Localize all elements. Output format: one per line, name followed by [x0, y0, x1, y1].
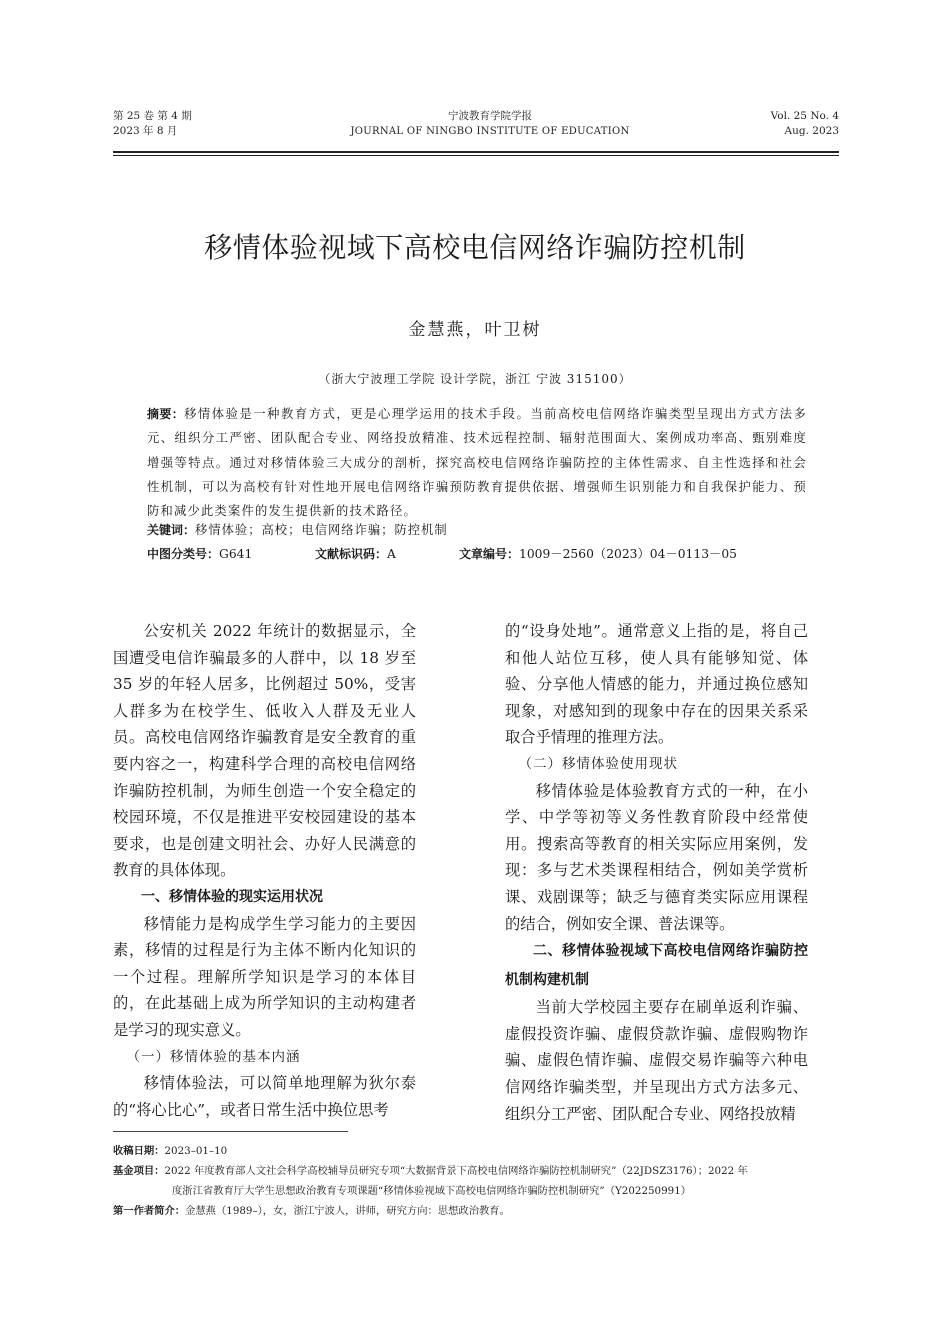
paragraph: 移情体验法，可以简单地理解为狄尔泰的“将心比心”，或者日常生活中换位思考 [113, 1074, 416, 1119]
section-heading-2: 二、移情体验视域下高校电信网络诈骗防控机制构建机制 [505, 943, 808, 988]
clc-label: 中图分类号： [147, 547, 220, 561]
fund-project-line1: 2022 年度教育部人文社会科学高校辅导员研究专项“大数据背景下高校电信网络诈骗防控机制研究”（22JDSZ3176）；2022 年 [164, 1165, 748, 1177]
volume-issue: 第 25 卷 第 4 期 [113, 110, 192, 122]
paragraph: 公安机关 2022 年统计的数据显示，全国遭受电信诈骗最多的人群中，以 18 岁至 35 岁的年轻人居多，比例超过 50%，受害人群多为在校学生、低收入人群及无业人员。高校电信网络诈骗教育是安全教育的重要内容之一，构建科学合理的高校电信网络诈骗防控机制，为师生创造一个安全稳定的校园环境，不仅是推进平安校园建设的基本要求，也是创建文明社会、办好人民满意的教育的具体体现。 [113, 622, 416, 880]
document-code-value: A [387, 547, 396, 561]
running-header-left [113, 109, 192, 139]
journal-title-cn: 宁波教育学院学报 [448, 110, 532, 122]
body-column-left [113, 618, 416, 1123]
abstract-label: 摘要： [147, 407, 185, 421]
first-author-label: 第一作者简介： [113, 1205, 186, 1217]
clc-value: G641 [219, 547, 253, 561]
keywords-label: 关键词： [147, 523, 196, 537]
article-number [459, 545, 737, 563]
paragraph: 移情能力是构成学生学习能力的主要因素，移情的过程是行为主体不断内化知识的一个过程。理解所学知识是学习的本体目的，在此基础上成为所学知识的主动构建者是学习的现实意义。 [113, 914, 416, 1039]
fund-project [113, 1161, 839, 1181]
paragraph: 的“设身处地”。通常意义上指的是，将自己和他人站位互移，使人具有能够知觉、体验、分享他人情感的能力，并通过换位感知现象，对感知到的现象中存在的因果关系采取合乎情理的推理方法。 [505, 622, 808, 747]
journal-title-en: JOURNAL OF NINGBO INSTITUTE OF EDUCATION [350, 126, 630, 137]
paragraph: 移情体验是体验教育方式的一种，在小学、中学等初等义务性教育阶段中经常使用。搜索高等教育的相关实际应用案例，发现：多与艺术类课程相结合，例如美学赏析课、戏剧课等；缺乏与德育类实际应用课程的结合，例如安全课、普法课等。 [505, 781, 808, 933]
fund-project-label: 基金项目： [113, 1165, 165, 1177]
document-code [315, 545, 396, 563]
body-column-right [505, 618, 808, 1127]
running-header-right [771, 109, 839, 139]
received-date [113, 1141, 839, 1161]
publication-date-en: Aug. 2023 [784, 125, 839, 137]
keywords [147, 521, 807, 539]
first-author-value: 金慧燕（1989–），女，浙江宁波人，讲师，研究方向：思想政治教育。 [185, 1205, 510, 1217]
footnote-rule [113, 1131, 348, 1132]
article-number-value: 1009－2560（2023）04－0113－05 [519, 547, 737, 561]
subsection-heading-1-1: （一）移情体验的基本内涵 [126, 1048, 301, 1065]
received-date-value: 2023–01–10 [164, 1145, 228, 1157]
keywords-text: 移情体验；高校；电信网络诈骗；防控机制 [195, 523, 448, 537]
paper-authors: 金慧燕，叶卫树 [408, 320, 542, 340]
footnotes [113, 1141, 839, 1221]
section-heading-1: 一、移情体验的现实运用状况 [141, 888, 323, 905]
clc-number [147, 545, 252, 563]
received-date-label: 收稿日期： [113, 1145, 165, 1157]
volume-issue-en: Vol. 25 No. 4 [770, 110, 839, 122]
fund-project-continued: 度浙江省教育厅大学生思想政治教育专项课题“移情体验视域下高校电信网络诈骗防控机制研究”（Y202250991） [172, 1185, 692, 1197]
header-rule-thick [113, 151, 839, 153]
paper-title: 移情体验视域下高校电信网络诈骗防控机制 [204, 231, 746, 264]
header-rule-thin [113, 155, 839, 156]
subsection-heading-1-2: （二）移情体验使用现状 [518, 755, 678, 772]
first-author-bio [113, 1201, 839, 1221]
article-number-label: 文章编号： [459, 547, 520, 561]
author-affiliation: （浙大宁波理工学院 设计学院，浙江 宁波 315100） [318, 372, 632, 386]
publication-date: 2023 年 8 月 [113, 125, 178, 137]
running-header-center [300, 109, 680, 139]
paragraph: 当前大学校园主要存在刷单返利诈骗、虚假投资诈骗、虚假贷款诈骗、虚假购物诈骗、虚假色情诈骗、虚假交易诈骗等六种电信网络诈骗类型，并呈现出方式方法多元、组织分工严密、团队配合专业、网络投放精 [505, 998, 808, 1123]
document-code-label: 文献标识码： [315, 547, 388, 561]
abstract [147, 402, 807, 523]
abstract-text: 移情体验是一种教育方式，更是心理学运用的技术手段。当前高校电信网络诈骗类型呈现出方式方法多元、组织分工严密、团队配合专业、网络投放精准、技术远程控制、辐射范围面大、案例成功率高、甄别难度增强等特点。通过对移情体验三大成分的剖析，探究高校电信网络诈骗防控的主体性需求、自主性选择和社会性机制，可以为高校有针对性地开展电信网络诈骗预防教育提供依据、增强师生识别能力和自我保护能力、预防和减少此类案件的发生提供新的技术路径。 [147, 407, 807, 519]
